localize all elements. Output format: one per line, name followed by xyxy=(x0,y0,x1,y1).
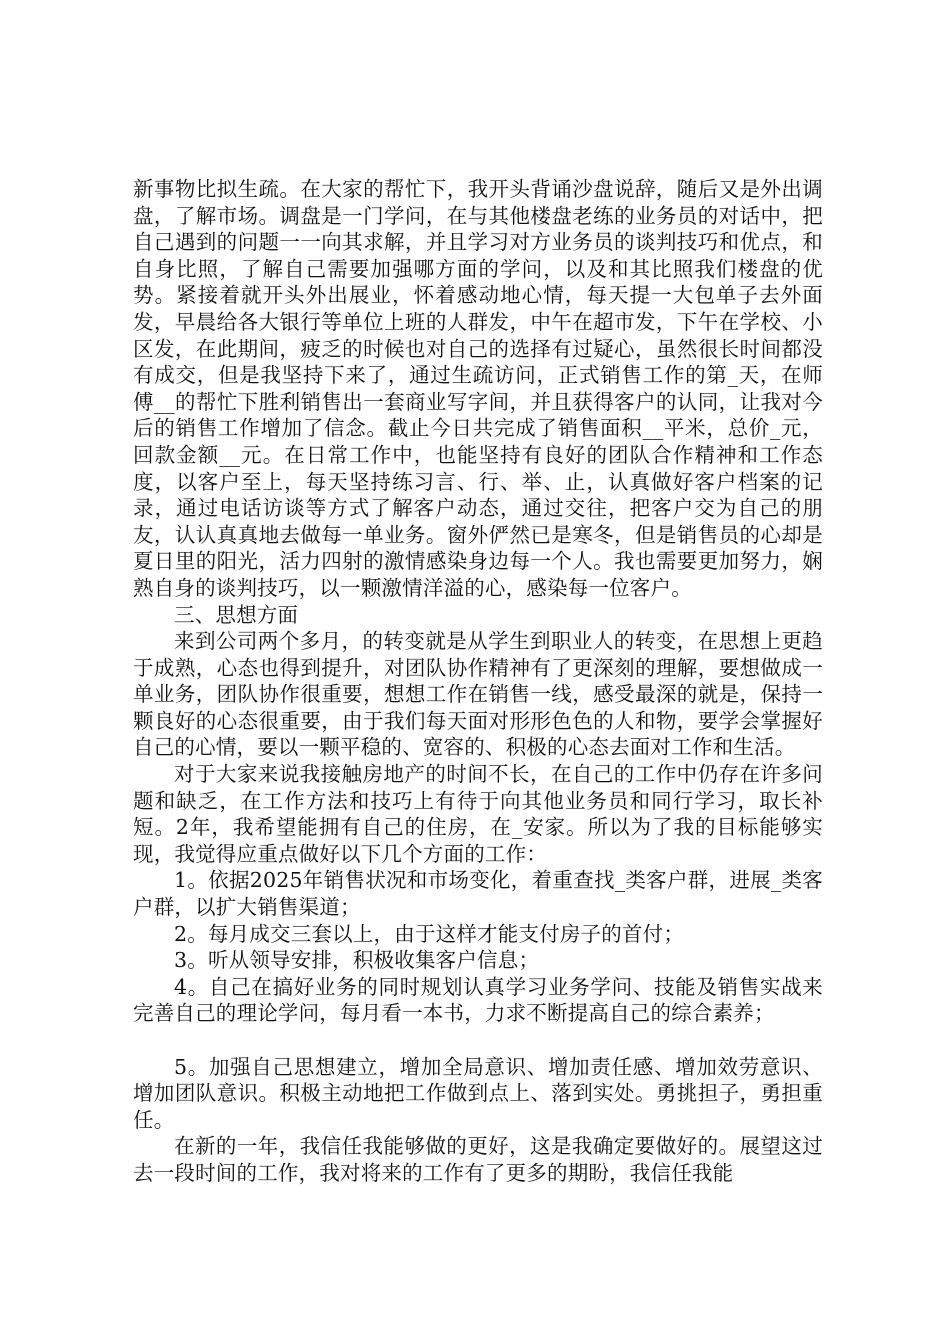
body-text xyxy=(133,176,823,1187)
list-item-1: 1。依据2025年销售状况和市场变化，着重查找_类客户群，进展_类客户群，以扩大销售渠道； xyxy=(133,868,823,920)
list-item-2: 2。每月成交三套以上，由于这样才能支付房子的首付； xyxy=(174,921,685,946)
list-item-4: 4。自己在搞好业务的同时规划认真学习业务学问、技能及销售实战来完善自己的理论学问，每月看一本书，力求不断提高自己的综合素养； xyxy=(133,974,823,1026)
blank-line xyxy=(133,1027,823,1054)
paragraph-thinking: 来到公司两个多月，的转变就是从学生到职业人的转变，在思想上更趋于成熟，心态也得到提升，对团队协作精神有了更深刻的理解，要想做成一单业务，团队协作很重要，想想工作在销售一线，感受最深的就是，保持一颗良好的心态很重要，由于我们每天面对形形色色的人和物，要学会掌握好自己的心情，要以一颗平稳的、宽容的、积极的心态去面对工作和生活。 xyxy=(133,629,823,760)
list-item-3: 3。听从领导安排，积极收集客户信息； xyxy=(174,948,540,973)
section-heading-thinking: 三、思想方面 xyxy=(174,602,299,627)
paragraph-sales-experience: 新事物比拟生疏。在大家的帮忙下，我开头背诵沙盘说辞，随后又是外出调盘，了解市场。调盘是一门学问，在与其他楼盘老练的业务员的对话中，把自己遇到的问题一一向其求解，并且学习对方业务员的谈判技巧和优点，和自身比照，了解自己需要加强哪方面的学问，以及和其比照我们楼盘的优势。紧接着就开头外出展业，怀着感动地心情，每天提一大包单子去外面发，早晨给各大银行等单位上班的人群发，中午在超市发，下午在学校、小区发，在此期间，疲乏的时候也对自己的选择有过疑心，虽然很长时间都没有成交，但是我坚持下来了，通过生疏访问，正式销售工作的第_天，在师傅__的帮忙下胜利销售出一套商业写字间，并且获得客户的认同，让我对今后的销售工作增加了信念。截止今日共完成了销售面积__平米，总价_元，回款金额__元。在日常工作中，也能坚持有良好的团队合作精神和工作态度，以客户至上，每天坚持练习言、行、举、止，认真做好客户档案的记录，通过电话访谈等方式了解客户动态，通过交往，把客户交为自己的朋友，认认真真地去做每一单业务。窗外俨然已是寒冬，但是销售员的心却是夏日里的阳光，活力四射的激情感染身边每一个人。我也需要更加努力，娴熟自身的谈判技巧，以一颗激情洋溢的心，感染每一位客户。 xyxy=(133,177,823,600)
list-item-5: 5。加强自己思想建立，增加全局意识、增加责任感、增加效劳意识、增加团队意识。积极主动地把工作做到点上、落到实处。勇挑担子，勇担重任。 xyxy=(133,1054,823,1132)
paragraph-goals: 对于大家来说我接触房地产的时间不长，在自己的工作中仍存在许多问题和缺乏，在工作方法和技巧上有待于向其他业务员和同行学习，取长补短。2年，我希望能拥有自己的住房，在_安家。所以为了我的目标能够实现，我觉得应重点做好以下几个方面的工作： xyxy=(133,762,823,866)
paragraph-outlook: 在新的一年，我信任我能够做的更好，这是我确定要做好的。展望这过去一段时间的工作，我对将来的工作有了更多的期盼，我信任我能 xyxy=(133,1134,823,1185)
